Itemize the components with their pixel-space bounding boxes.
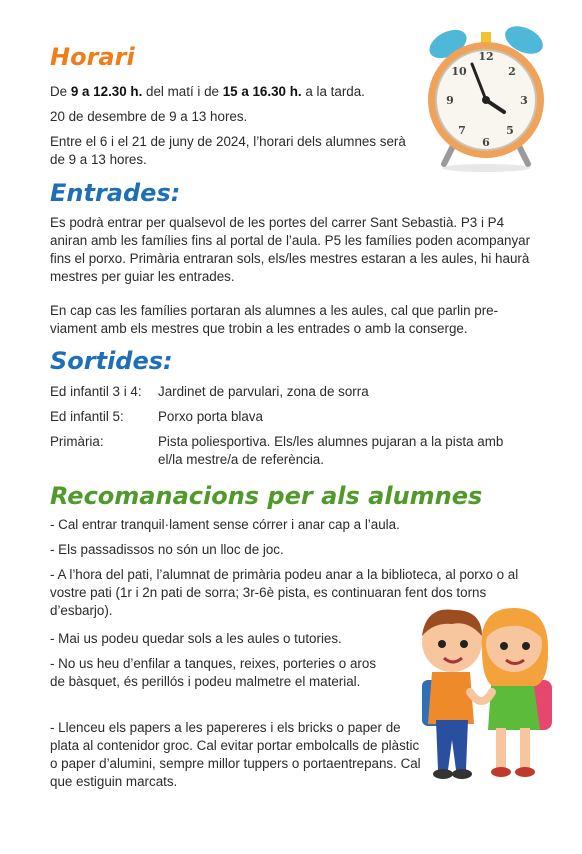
sortides-value: Pista poliesportiva. Els/les alumnes pujaran a la pista amb el/la mestre/a de referència. (158, 434, 504, 467)
alarm-clock-illustration (426, 22, 546, 172)
svg-text:12: 12 (478, 50, 494, 63)
recomanacio-item: - No us heu d’enfilar a tanques, reixes, porteries o aros de bàsquet, és perillós i podeu malmetre el material. (50, 656, 377, 689)
sortides-label: Ed infantil 3 i 4: (50, 384, 142, 399)
svg-text:3: 3 (520, 94, 528, 107)
recomanacions-heading: Recomanacions per als alumnes (50, 482, 483, 510)
sortides-label: Ed infantil 5: (50, 409, 124, 424)
sortides-value: Jardinet de parvulari, zona de sorra (158, 384, 369, 399)
horari-line-3: Entre el 6 i el 21 de juny de 2024, l’horari dels alumnes serà de 9 a 13 hores. (50, 134, 406, 167)
entrades-paragraph-1: Es podrà entrar per qualsevol de les portes del carrer Sant Sebastià. P3 i P4 aniran amb les famílies fins al portal de l’aula. P5 les famílies poden acompanyar fins el porxo. Primària entraran sols, els/les mestres estaran a les aules, hi haurà mestres per guiar les entrades. (50, 215, 531, 284)
recomanacio-item: - A l’hora del pati, l’alumnat de primària podeu anar a la biblioteca, al porxo o al vostre pati (1r i 2n pati de sorra; 3r-6è pista, es continuaran fent dos torns d’esbarjo). (50, 567, 519, 618)
recomanacio-item: - Llenceu els papers a les papereres i els bricks o paper de plata al contenidor groc. Cal evitar portar embolcalls de plàstic o paper d’alumini, sempre millor tuppers o portaentrepans. Cal que estiguin marcats. (50, 720, 421, 789)
sortides-heading: Sortides: (50, 347, 173, 375)
svg-text:10: 10 (451, 65, 467, 78)
svg-text:7: 7 (458, 124, 466, 137)
sortides-value: Porxo porta blava (158, 409, 263, 424)
sortides-label: Primària: (50, 434, 104, 449)
entrades-paragraph-2: En cap cas les famílies portaran als alumnes a les aules, cal que parlin pre-viament amb els mestres que trobin a les entrades o amb la conserge. (50, 303, 499, 336)
svg-text:5: 5 (506, 124, 514, 137)
horari-line-2: 20 de desembre de 9 a 13 hores. (50, 109, 248, 124)
horari-line-1: De 9 a 12.30 h. del matí i de 15 a 16.30 h. a la tarda. (50, 84, 365, 99)
svg-text:9: 9 (446, 94, 454, 107)
entrades-heading: Entrades: (50, 179, 181, 207)
recomanacio-item: - Els passadissos no són un lloc de joc. (50, 542, 284, 557)
horari-heading: Horari (50, 43, 135, 71)
recomanacio-item: - Cal entrar tranquil·lament sense córrer i anar cap a l’aula. (50, 517, 400, 532)
children-holding-hands-illustration (392, 600, 570, 790)
recomanacio-item: - Mai us podeu quedar sols a les aules o tutories. (50, 631, 342, 646)
svg-text:2: 2 (508, 65, 516, 78)
svg-text:6: 6 (482, 136, 490, 149)
